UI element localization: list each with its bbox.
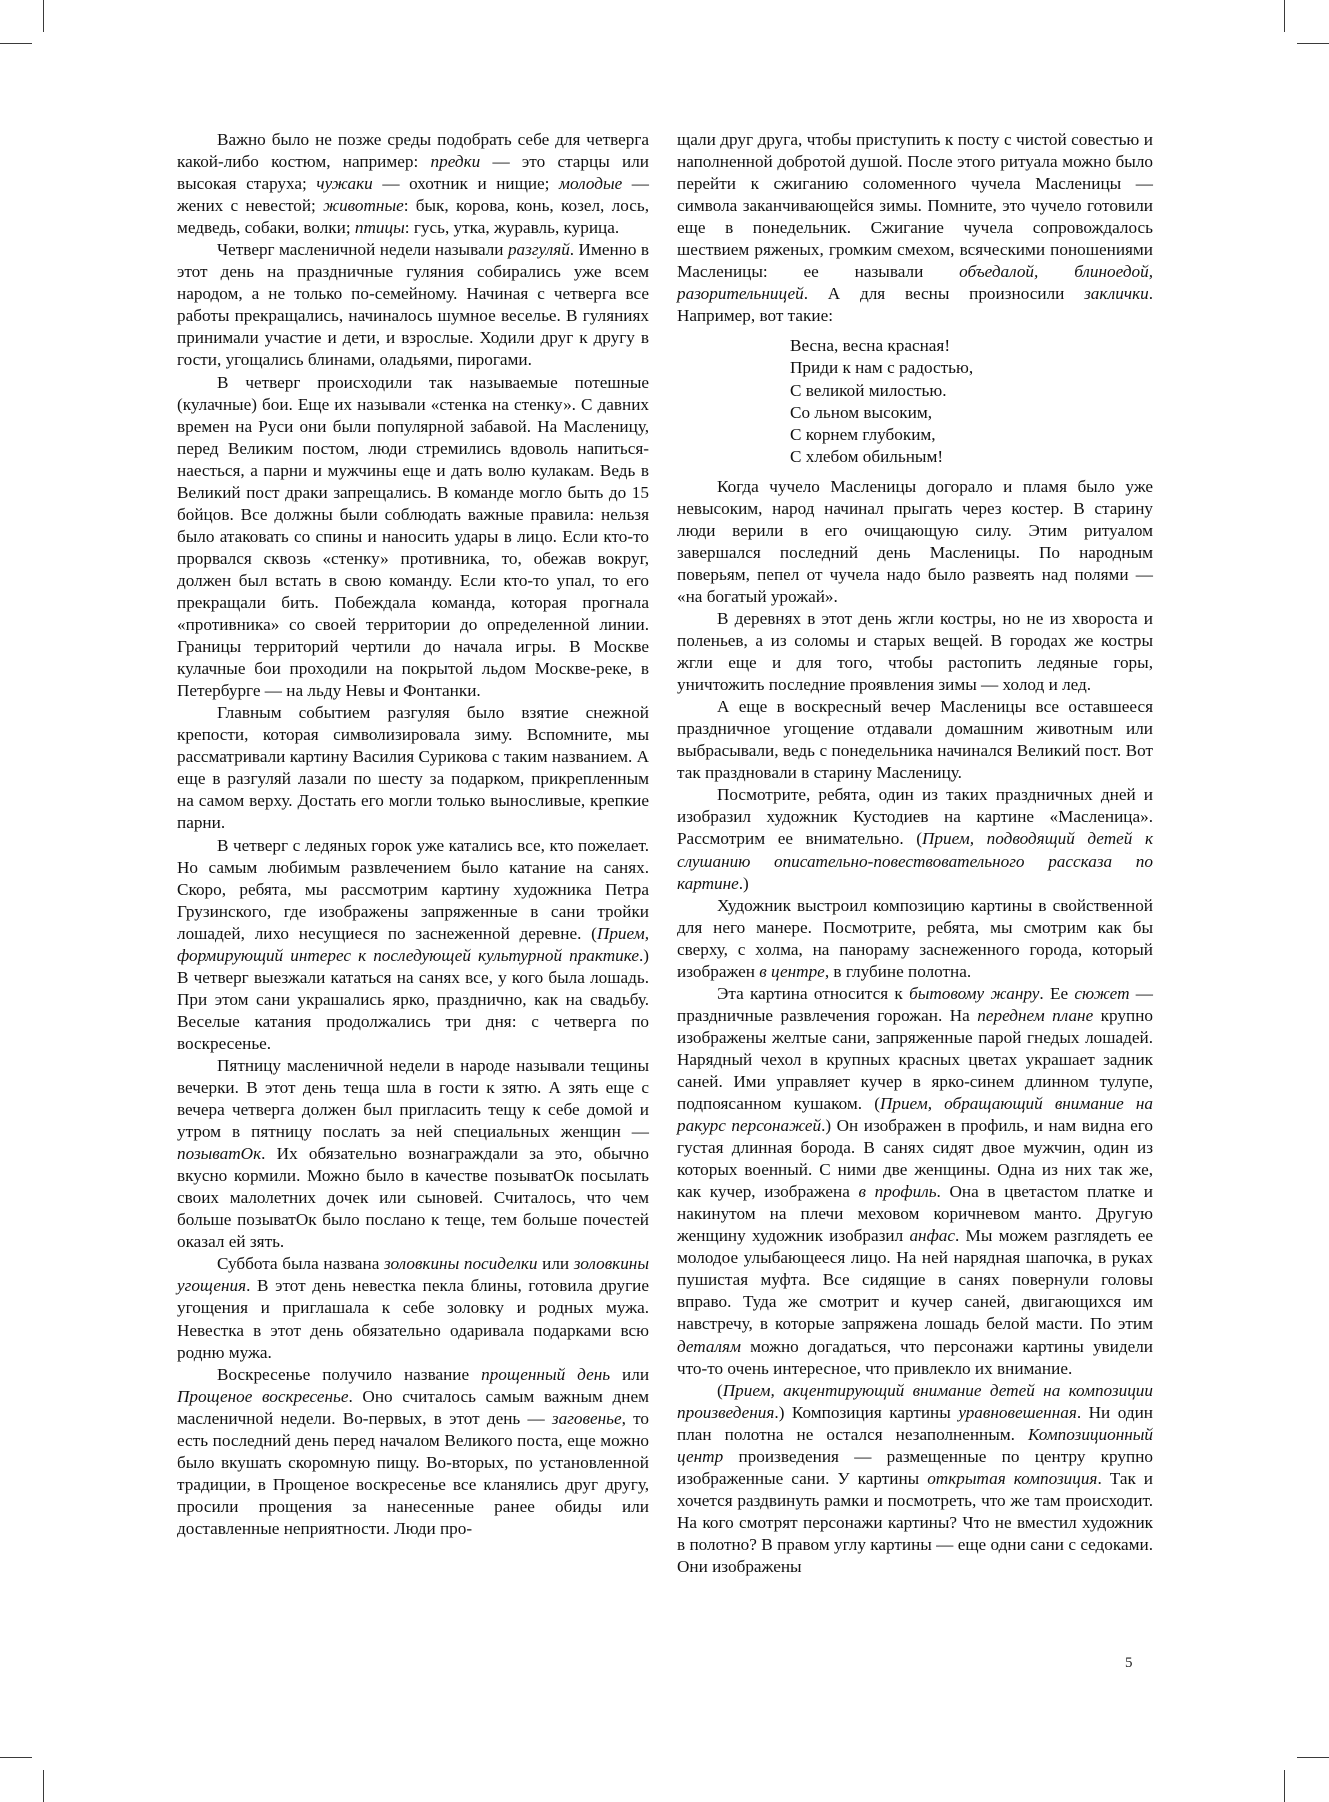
italic-term: разгуляй <box>507 240 570 260</box>
paragraph <box>177 1364 649 1540</box>
text-run: . Именно в этот день на праздничные гуляния собирались уже всем народом, а не только по-семейному. Начиная с четверга все работы прекращались, начиналось шумное веселье. В гуляниях принимали участие и дети, и взрослые. Ходили друг к другу в гости, угощались блинами, оладьями, пирогами. <box>177 240 649 370</box>
poem-line: С корнем глубоким, <box>790 424 936 444</box>
text-run: , то есть последний день перед началом Великого поста, еще можно было вкушать скоромную пищу. Во-вторых, по установленной традиции, в Прощеное воскресенье все кланялись друг другу, просили прощения за нанесенные ранее обиды или доставленные неприятности. Люди про- <box>177 1408 649 1538</box>
paragraph <box>677 696 1153 784</box>
text-run: . Так и хочется раздвинуть рамки и посмотреть, что же там происходит. На кого смотрят персонажи картины? Что не вместил художник в полотно? В правом углу картины — еще одни сани с седоками. Они изображены <box>677 1468 1153 1576</box>
text-run: .) Композиция картины <box>774 1402 959 1422</box>
italic-term: сюжет <box>1074 983 1130 1003</box>
italic-term: молодые <box>559 174 623 194</box>
crop-mark-top-right-horizontal <box>1297 43 1329 44</box>
crop-mark-bottom-right-horizontal <box>1297 1757 1329 1758</box>
text-run: В деревнях в этот день жгли костры, но не из хвороста и поленьев, а из соломы и старых вещей. В городах же костры жгли еще и для того, чтобы растопить ледяные горы, уничтожить последние проявления зимы — холод и лед. <box>677 608 1153 695</box>
right-text-column <box>677 129 1153 1578</box>
text-run: В четверг с ледяных горок уже катались все, кто пожелает. Но самым любимым развлечением было катание на санях. Скоро, ребята, мы рассмотрим картину художника Петра Грузинского, где изображены запряженные в сани тройки лошадей, лихо несущиеся по заснеженной деревне. ( <box>177 835 649 943</box>
text-run: Суббота была названа <box>217 1254 384 1274</box>
text-run: можно догадаться, что персонажи картины увидели что-то очень интересное, что привлекло их внимание. <box>677 1336 1153 1378</box>
italic-term: заклички <box>1084 284 1149 304</box>
text-run: или <box>537 1254 574 1274</box>
text-run: . Их обязательно вознаграждали за это, обычно вкусно кормили. Можно было в качестве позыватОк посылать своих малолетних дочек или сыновей. Считалось, что чем больше позыватОк было послано к теще, тем больше почестей оказал ей зять. <box>177 1144 649 1252</box>
paragraph <box>677 476 1153 608</box>
paragraph <box>177 835 649 1055</box>
text-run: . Она в цветастом платке и накинутом на плечи меховом коричневом манто. Другую женщину художник изобразил <box>677 1182 1153 1246</box>
left-text-column <box>177 129 649 1540</box>
text-run: Главным событием разгуляя было взятие снежной крепости, которая символизировала зиму. Вспомните, мы рассматривали картину Василия Сурикова с таким названием. А еще в разгуляй лазали по шесту за подарком, прикрепленным на самом верху. Достать его могли только выносливые, крепкие парни. <box>177 703 649 833</box>
text-run: . В этот день невестка пекла блины, готовила другие угощения и приглашала к себе золовку и родных мужа. Невестка в этот день обязательно одаривала подарками всю родню мужа. <box>177 1276 649 1362</box>
paragraph <box>677 895 1153 983</box>
paragraph <box>177 702 649 834</box>
poem-line: Весна, весна красная! <box>790 336 951 356</box>
italic-term: анфас <box>909 1226 955 1246</box>
italic-term: бытовому жанру <box>909 983 1040 1003</box>
text-run: ( <box>717 1380 723 1400</box>
italic-term: животные <box>323 196 404 216</box>
italic-term: в профиль <box>858 1182 937 1202</box>
text-run: . Ее <box>1039 983 1075 1003</box>
text-run: Важно было не позже среды подобрать себе для четверга какой-либо костюм, например: <box>177 130 649 172</box>
text-run: — это старцы или высокая старуха; <box>177 152 649 194</box>
italic-term: золовкины посиделки <box>384 1254 538 1274</box>
poem-line: С великой милостью. <box>790 380 947 400</box>
text-run: Воскресенье получило название <box>217 1364 482 1384</box>
paragraph <box>677 983 1153 1380</box>
text-run: : бык, корова, конь, козел, лось, медведь, собаки, волки; <box>177 196 649 238</box>
text-run: Пятницу масленичной недели в народе называли тещины вечерки. В этот день теща шла в гости к зятю. А зять еще с вечера четверга должен был пригласить тещу к себе домой и утром в пятницу послать за ней специальных женщин — <box>177 1055 649 1142</box>
italic-term: Прием, акцентирующий внимание детей на композиции произведения <box>677 1380 1153 1422</box>
italic-term: Композиционный центр <box>677 1424 1153 1466</box>
paragraph <box>177 372 649 703</box>
text-run: произведения — размещенные по центру крупно изображенные сани. У картины <box>677 1446 1153 1488</box>
italic-term: заговенье <box>551 1408 622 1428</box>
text-run: Четверг масленичной недели называли <box>217 240 508 260</box>
paragraph <box>177 1055 649 1253</box>
text-run: — жених с невестой; <box>177 174 649 216</box>
paragraph <box>177 129 649 239</box>
text-run: Когда чучело Масленицы догорало и пламя было уже невысоким, народ начинал прыгать через костер. В старину люди верили в его очищающую силу. Этим ритуалом завершался последний день Масленицы. По народным поверьям, пепел от чучела надо было развеять над полями — «на богатый урожай». <box>677 476 1153 606</box>
text-run: .) <box>738 873 749 893</box>
text-run: или <box>610 1364 650 1384</box>
italic-term: уравновешенная <box>958 1402 1077 1422</box>
crop-mark-bottom-right-vertical <box>1284 1770 1285 1802</box>
text-run: : гусь, утка, журавль, курица. <box>404 218 620 238</box>
italic-term: птицы <box>354 218 405 238</box>
text-run: В четверг происходили так называемые потешные (кулачные) бои. Еще их называли «стенка на стенку». С давних времен на Руси они были популярной забавой. На Масленицу, перед Великим постом, люди стремились вдоволь напиться-наесться, а парни и мужчины еще и дать волю кулакам. Ведь в Великий пост драки запрещались. В команде могло быть до 15 бойцов. Все должны были соблюдать важные правила: нельзя было атаковать со спины и наносить удары в лицо. Если кто-то прорвался сквозь «стенку» противника, то, обежав вокруг, должен был встать в свою команду. Если кто-то упал, то его прекращали бить. Побеждала команда, которая прогнала «противника» со своей территории до определенной линии. Границы территорий чертили до начала игры. В Москве кулачные бои проходили на покрытой льдом Москве-реке, в Петербурге — на льду Невы и Фонтанки. <box>177 372 649 701</box>
text-run: щали друг друга, чтобы приступить к посту с чистой совестью и наполненной добротой душой. После этого ритуала можно было перейти к сжиганию соломенного чучела Масленицы — символа заканчивающейся зимы. Помните, это чучело готовили еще в понедельник. Сжигание чучела сопровождалось шествием ряженых, громким смехом, всяческими поношениями Масленицы: ее называли <box>677 130 1153 282</box>
italic-term: Прием, подводящий детей к слушанию описательно-повествовательного рассказа по картине <box>677 829 1153 893</box>
italic-term: позыватОк <box>177 1144 262 1164</box>
italic-term: золовкины угощения <box>177 1254 649 1296</box>
italic-term: Прощеное воскресенье <box>177 1386 349 1406</box>
text-run: . Ни один план полотна не остался незаполненным. <box>677 1402 1153 1444</box>
text-run: Посмотрите, ребята, один из таких праздничных дней и изобразил художник Кустодиев на картине «Масленица». Рассмотрим ее внимательно. ( <box>677 785 1153 849</box>
crop-mark-top-left-vertical <box>43 0 44 32</box>
italic-term: Прием, обращающий внимание на ракурс персонажей <box>677 1094 1153 1136</box>
text-run: Художник выстроил композицию картины в свойственной для него манере. Посмотрите, ребята, мы смотрим как бы сверху, с холма, на панораму заснеженного города, который изображен <box>677 895 1153 981</box>
text-run: — праздничные развлечения горожан. На <box>677 983 1153 1025</box>
text-run: — охотник и нищие; <box>372 174 560 194</box>
paragraph <box>177 239 649 371</box>
paragraph <box>677 784 1153 894</box>
paragraph <box>677 1380 1153 1578</box>
crop-mark-bottom-left-vertical <box>43 1770 44 1802</box>
text-run: . Оно считалось самым важным днем масленичной недели. Во-первых, в этот день — <box>177 1386 649 1428</box>
poem-line: Со льном высоким, <box>790 402 933 422</box>
paragraph <box>177 1253 649 1363</box>
text-run: . Например, вот такие: <box>677 284 1153 326</box>
page-number: 5 <box>1125 1655 1133 1671</box>
text-run: А еще в воскресный вечер Масленицы все оставшееся праздничное угощение отдавали домашним животным или выбрасывали, ведь с понедельника начинался Великий пост. Вот так праздновали в старину Масленицу. <box>677 697 1153 783</box>
crop-mark-top-right-vertical <box>1284 0 1285 32</box>
italic-term: чужаки <box>316 174 373 194</box>
text-run: . Мы можем разглядеть ее молодое улыбающееся лицо. На ней нарядная шапочка, в руках пушистая муфта. Все сидящие в санях повернули головы вправо. Туда же смотрит и кучер саней, двигающихся им навстречу, в которые запряжена лошадь белой масти. По этим <box>677 1226 1153 1334</box>
crop-mark-top-left-horizontal <box>0 43 32 44</box>
poem-line: Приди к нам с радостью, <box>790 358 974 378</box>
paragraph <box>677 129 1153 327</box>
text-run: Эта картина относится к <box>717 983 910 1003</box>
italic-term: предки <box>430 152 481 172</box>
italic-term: Прием, формирующий интерес к последующей культурной практике <box>177 923 649 965</box>
text-run: .) В четверг выезжали кататься на санях все, у кого была лошадь. При этом сани украшались ярко, празднично, как на свадьбу. Веселые катания продолжались три дня: с четверга по воскресенье. <box>177 945 649 1053</box>
text-run: . А для весны произносили <box>803 284 1085 304</box>
poem-zaklichka <box>790 335 1153 467</box>
italic-term: в центре <box>759 961 825 981</box>
italic-term: объедалой, блиноедой, разорительницей <box>677 262 1153 304</box>
paragraph <box>677 608 1153 696</box>
text-run: .) Он изображен в профиль, и нам видна его густая длинная борода. В санях сидят двое мужчин, один из которых военный. С ними две женщины. Одна из них так же, как кучер, изображена <box>677 1116 1153 1202</box>
italic-term: прощенный день <box>481 1364 611 1384</box>
italic-term: деталям <box>677 1336 741 1356</box>
italic-term: открытая композиция <box>927 1468 1098 1488</box>
crop-mark-bottom-left-horizontal <box>0 1757 32 1758</box>
italic-term: переднем плане <box>977 1005 1094 1025</box>
text-run: , в глубине полотна. <box>824 961 972 981</box>
poem-line: С хлебом обильным! <box>790 446 944 466</box>
text-run: крупно изображены желтые сани, запряженные парой гнедых лошадей. Нарядный чехол в крупных красных цветах украшает задник саней. Ими управляет кучер в ярко-синем длинном тулупе, подпоясанном кушаком. ( <box>677 1005 1153 1114</box>
